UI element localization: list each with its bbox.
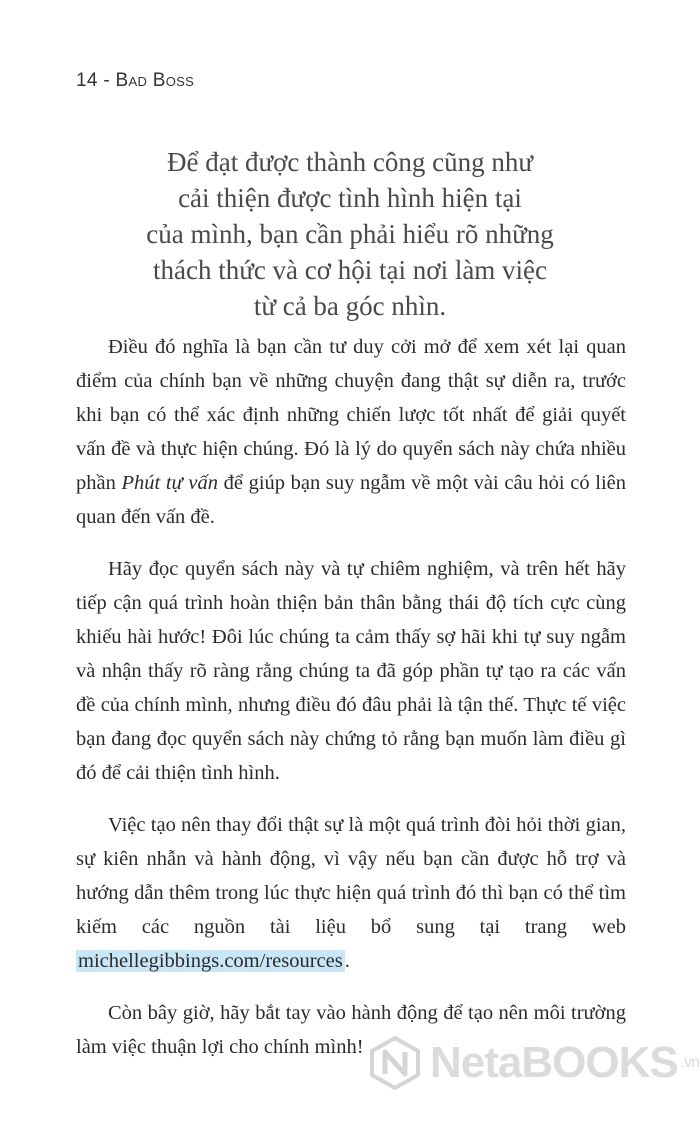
watermark-brand: NetaBOOKS [430, 1038, 678, 1087]
paragraph-3 [76, 808, 626, 978]
italic-term: Phút tự vấn [121, 472, 218, 494]
paragraph-4: Còn bây giờ, hãy bắt tay vào hành động để tạo nên môi trường làm việc thuận lợi cho chính mình! [76, 1002, 626, 1058]
paragraph-1 [76, 330, 626, 534]
page-number: 14 [76, 70, 98, 91]
running-head [76, 70, 194, 92]
running-head-separator: - [97, 70, 116, 91]
pull-quote-line: của mình, bạn cần phải hiểu rõ những [146, 219, 554, 249]
pull-quote-line: Để đạt được thành công cũng như [167, 147, 533, 177]
netabooks-logo-icon [368, 1036, 422, 1090]
watermark-suffix: .vn [680, 1054, 700, 1071]
book-title: Bad Boss [115, 70, 195, 91]
paragraph-2: Hãy đọc quyển sách này và tự chiêm nghiệm, và trên hết hãy tiếp cận quá trình hoàn thiện bản thân bằng thái độ tích cực cùng khiếu hài hước! Đôi lúc chúng ta cảm thấy sợ hãi khi tự suy ngẫm và nhận thấy rõ ràng rằng chúng ta đã góp phần tự tạo ra các vấn đề của chính mình, nhưng điều đó đâu phải là tận thế. Thực tế việc bạn đang đọc quyển sách này chứng tỏ rằng bạn muốn làm điều gì đó để cải thiện tình hình. [76, 558, 626, 784]
paragraph-text: Việc tạo nên thay đổi thật sự là một quá trình đòi hỏi thời gian, sự kiên nhẫn và hành động, vì vậy nếu bạn cần được hỗ trợ và hướng dẫn thêm trong lúc thực hiện quá trình đó thì bạn có thể tìm kiếm các nguồn tài liệu bổ sung tại trang web [76, 814, 626, 938]
body-text [76, 330, 626, 1082]
pull-quote-line: cải thiện được tình hình hiện tại [178, 183, 522, 213]
netabooks-watermark [368, 1036, 699, 1090]
pull-quote-line: thách thức và cơ hội tại nơi làm việc [152, 255, 548, 285]
paragraph-text: Điều đó nghĩa là bạn cần tư duy cởi mở để xem xét lại quan điểm của chính bạn về những chuyện đang thật sự diễn ra, trước khi bạn có thể xác định những chiến lược tốt nhất để giải quyết vấn đề và thực hiện chúng. Đó là lý do quyển sách này chứa nhiều phần [76, 336, 626, 494]
paragraph-text: để giúp bạn suy ngẫm về một vài câu hỏi có liên quan đến vấn đề. [76, 472, 626, 528]
pull-quote-line: từ cả ba góc nhìn. [253, 291, 447, 321]
resources-link[interactable]: michellegibbings.com/resources [78, 950, 343, 972]
paragraph-text: . [344, 950, 350, 972]
pull-quote [100, 144, 600, 324]
